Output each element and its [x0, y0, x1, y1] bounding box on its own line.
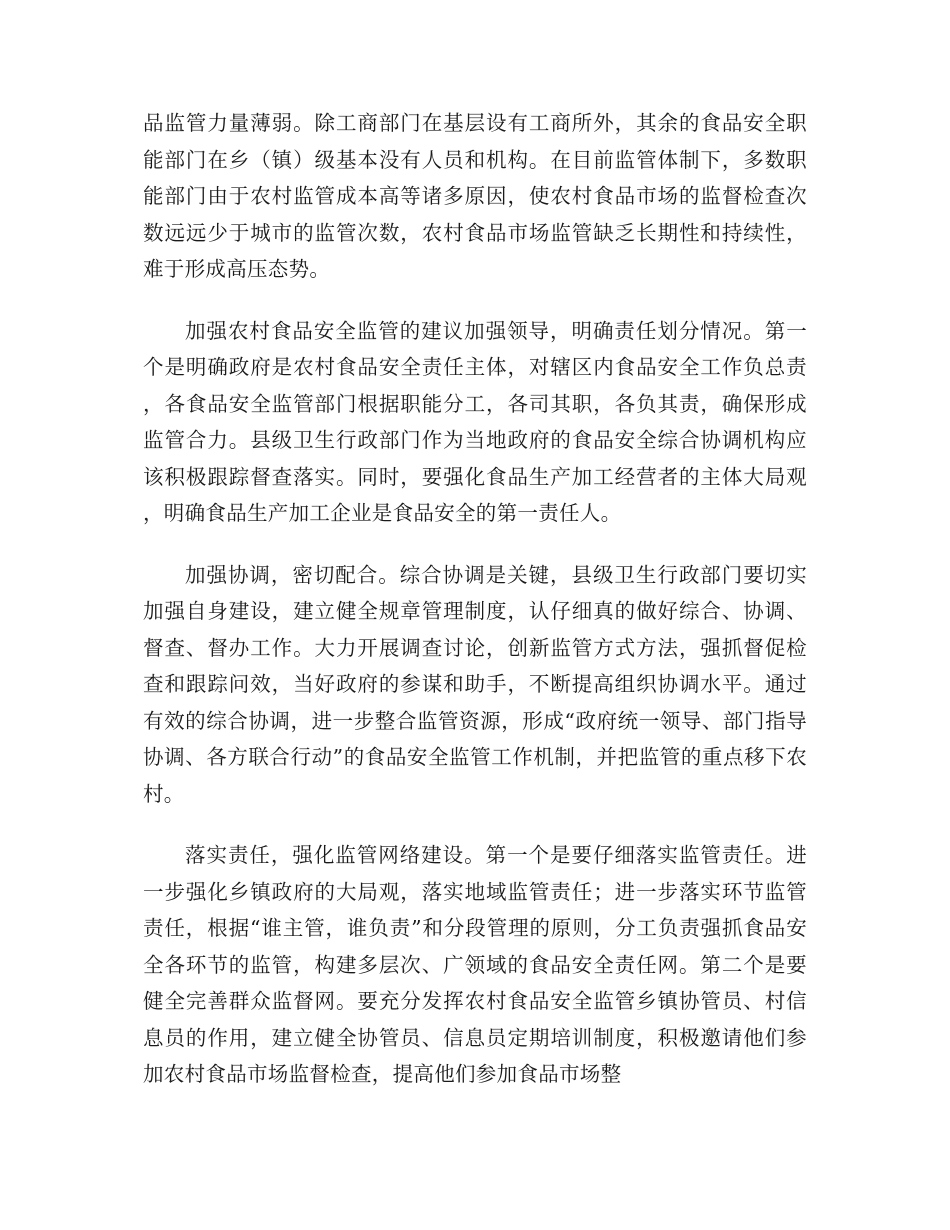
paragraph-2: 加强农村食品安全监管的建议加强领导，明确责任划分情况。第一个是明确政府是农村食品安全责任主体，对辖区内食品安全工作负总责，各食品安全监管部门根据职能分工，各司其职，各负其责，确保形成监管合力。县级卫生行政部门作为当地政府的食品安全综合协调机构应该积极跟踪督查落实。同时，要强化食品生产加工经营者的主体大局观，明确食品生产加工企业是食品安全的第一责任人。 [143, 318, 807, 525]
paragraph-1: 品监管力量薄弱。除工商部门在基层设有工商所外，其余的食品安全职能部门在乡（镇）级基本没有人员和机构。在目前监管体制下，多数职能部门由于农村监管成本高等诸多原因，使农村食品市场的监督检查次数远远少于城市的监管次数，农村食品市场监管缺乏长期性和持续性，难于形成高压态势。 [143, 111, 807, 281]
paragraph-3: 加强协调，密切配合。综合协调是关键，县级卫生行政部门要切实加强自身建设，建立健全规章管理制度，认仔细真的做好综合、协调、督查、督办工作。大力开展调查讨论，创新监管方式方法，强抓督促检查和跟踪问效，当好政府的参谋和助手，不断提高组织协调水平。通过有效的综合协调，进一步整合监管资源，形成“政府统一领导、部门指导协调、各方联合行动”的食品安全监管工作机制，并把监管的重点移下农村。 [143, 562, 807, 806]
paragraph-4: 落实责任，强化监管网络建设。第一个是要仔细落实监管责任。进一步强化乡镇政府的大局观，落实地域监管责任；进一步落实环节监管责任，根据“谁主管，谁负责”和分段管理的原则，分工负责强抓食品安全各环节的监管，构建多层次、广领域的食品安全责任网。第二个是要健全完善群众监督网。要充分发挥农村食品安全监管乡镇协管员、村信息员的作用，建立健全协管员、信息员定期培训制度，积极邀请他们参加农村食品市场监督检查，提高他们参加食品市场整 [143, 843, 807, 1086]
document-page [143, 105, 807, 1118]
